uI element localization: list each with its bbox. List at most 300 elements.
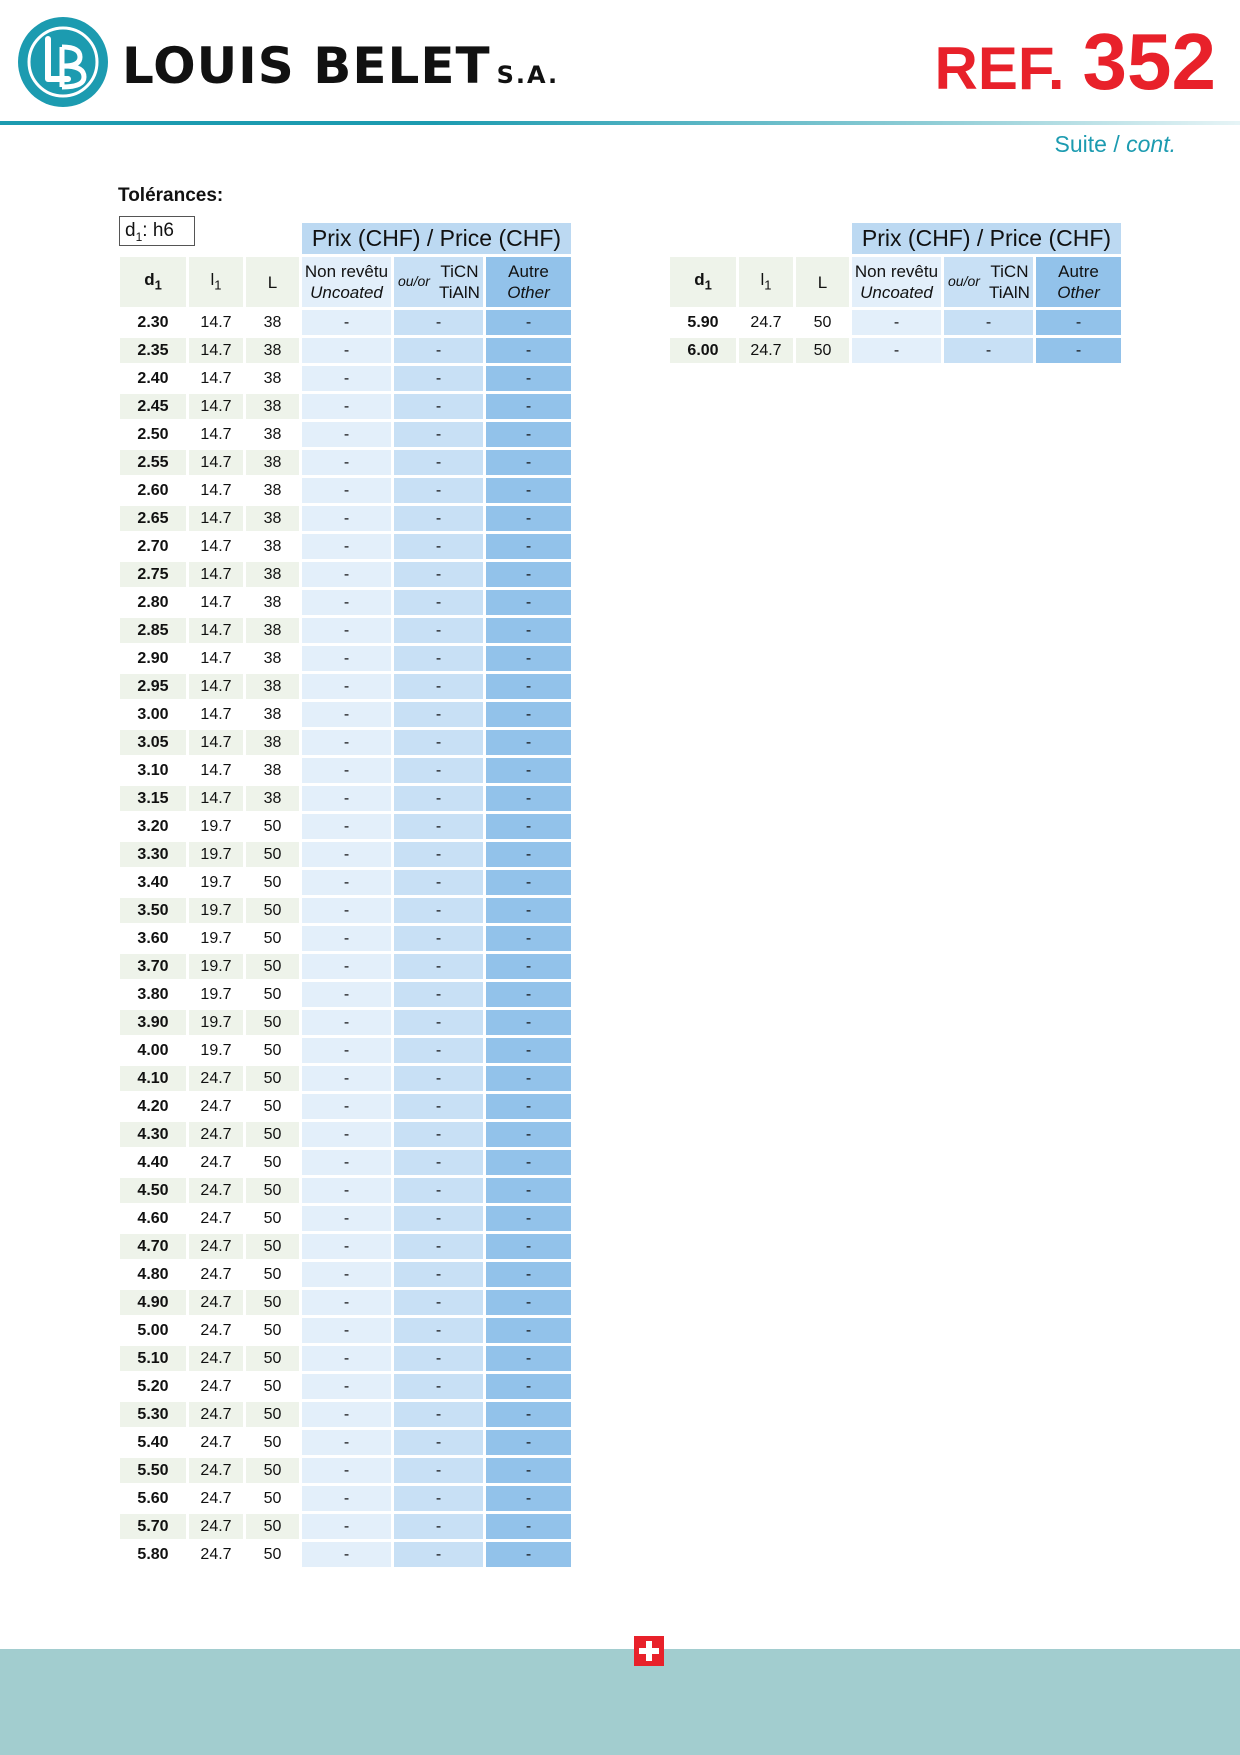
ref-label: REF. xyxy=(934,35,1065,102)
dimensions-table-right xyxy=(667,220,1124,366)
cell-other: - xyxy=(1036,338,1121,363)
cell-l1: 24.7 xyxy=(189,1430,243,1455)
cell-l1: 24.7 xyxy=(189,1290,243,1315)
cell-coated: - xyxy=(394,1318,483,1343)
cell-coated: - xyxy=(944,338,1033,363)
cell-other: - xyxy=(486,1290,571,1315)
cell-L: 50 xyxy=(246,1374,299,1399)
cell-other: - xyxy=(486,562,571,587)
cell-l1: 14.7 xyxy=(189,478,243,503)
cell-uncoated: - xyxy=(302,898,391,923)
cell-coated: - xyxy=(394,674,483,699)
cell-L: 38 xyxy=(246,478,299,503)
cell-uncoated: - xyxy=(302,394,391,419)
cell-uncoated: - xyxy=(302,1486,391,1511)
cell-d: 5.80 xyxy=(120,1542,186,1567)
cell-uncoated: - xyxy=(302,534,391,559)
cell-uncoated: - xyxy=(302,1346,391,1371)
cell-d: 5.70 xyxy=(120,1514,186,1539)
cell-l1: 24.7 xyxy=(189,1262,243,1287)
table-row xyxy=(120,1010,571,1035)
cell-uncoated: - xyxy=(852,338,941,363)
cell-coated: - xyxy=(394,422,483,447)
cell-d: 4.30 xyxy=(120,1122,186,1147)
cell-l1: 14.7 xyxy=(189,562,243,587)
cell-l1: 19.7 xyxy=(189,1038,243,1063)
cell-other: - xyxy=(486,702,571,727)
cell-l1: 14.7 xyxy=(189,618,243,643)
cell-L: 38 xyxy=(246,590,299,615)
cell-coated: - xyxy=(394,1234,483,1259)
cell-other: - xyxy=(486,1206,571,1231)
cell-uncoated: - xyxy=(302,842,391,867)
cell-other: - xyxy=(486,618,571,643)
cell-other: - xyxy=(486,366,571,391)
cell-L: 38 xyxy=(246,534,299,559)
cell-other: - xyxy=(486,310,571,335)
col-other-header: Autre Other xyxy=(1036,257,1121,307)
cell-coated: - xyxy=(394,534,483,559)
brand-suffix: S.A. xyxy=(496,61,560,89)
table-row xyxy=(670,310,1121,335)
cell-d: 3.50 xyxy=(120,898,186,923)
cell-coated: - xyxy=(394,338,483,363)
cell-l1: 24.7 xyxy=(189,1234,243,1259)
cell-other: - xyxy=(486,814,571,839)
cell-d: 2.50 xyxy=(120,422,186,447)
header-spacer xyxy=(670,223,849,254)
cell-l1: 14.7 xyxy=(189,674,243,699)
cell-L: 50 xyxy=(246,814,299,839)
table-right-body xyxy=(670,310,1121,363)
cell-uncoated: - xyxy=(302,422,391,447)
cell-coated: - xyxy=(394,562,483,587)
cell-other: - xyxy=(486,534,571,559)
cell-d: 3.70 xyxy=(120,954,186,979)
cell-d: 2.70 xyxy=(120,534,186,559)
cell-coated: - xyxy=(394,366,483,391)
cell-d: 6.00 xyxy=(670,338,736,363)
cell-coated: - xyxy=(394,618,483,643)
table-row xyxy=(120,702,571,727)
cell-coated: - xyxy=(394,758,483,783)
cell-l1: 24.7 xyxy=(189,1066,243,1091)
cell-d: 5.10 xyxy=(120,1346,186,1371)
cell-other: - xyxy=(486,1122,571,1147)
table-row xyxy=(120,618,571,643)
cell-L: 50 xyxy=(246,954,299,979)
cell-d: 4.90 xyxy=(120,1290,186,1315)
cell-uncoated: - xyxy=(302,1122,391,1147)
table-row xyxy=(120,562,571,587)
cell-coated: - xyxy=(944,310,1033,335)
header-spacer xyxy=(120,223,299,254)
cell-d: 2.35 xyxy=(120,338,186,363)
cell-L: 50 xyxy=(246,1066,299,1091)
cell-L: 50 xyxy=(246,842,299,867)
col-coated-header: ou/or TiCN TiAlN xyxy=(944,257,1033,307)
table-row xyxy=(120,954,571,979)
company-logo xyxy=(18,17,108,107)
brand-name-text: LOUIS BELET xyxy=(122,37,491,95)
cell-coated: - xyxy=(394,506,483,531)
tolerance-subscript: 1 xyxy=(135,229,143,244)
cell-uncoated: - xyxy=(302,926,391,951)
cell-l1: 19.7 xyxy=(189,982,243,1007)
continued-en: cont. xyxy=(1126,131,1176,157)
tolerance-value: : h6 xyxy=(142,220,174,241)
cell-d: 3.05 xyxy=(120,730,186,755)
table-row xyxy=(120,814,571,839)
cell-d: 2.60 xyxy=(120,478,186,503)
cell-d: 4.60 xyxy=(120,1206,186,1231)
cell-uncoated: - xyxy=(302,730,391,755)
cell-uncoated: - xyxy=(302,870,391,895)
cell-coated: - xyxy=(394,1010,483,1035)
cell-L: 38 xyxy=(246,394,299,419)
cell-L: 38 xyxy=(246,422,299,447)
cell-coated: - xyxy=(394,310,483,335)
col-uncoated-header: Non revêtu Uncoated xyxy=(852,257,941,307)
cell-d: 3.10 xyxy=(120,758,186,783)
cell-L: 50 xyxy=(246,1094,299,1119)
cell-l1: 24.7 xyxy=(189,1094,243,1119)
cell-uncoated: - xyxy=(302,954,391,979)
cell-d: 4.40 xyxy=(120,1150,186,1175)
cell-d: 2.95 xyxy=(120,674,186,699)
cell-L: 38 xyxy=(246,310,299,335)
table-row xyxy=(120,786,571,811)
col-L-header: L xyxy=(796,257,849,307)
brand-name xyxy=(122,36,559,105)
cell-d: 3.15 xyxy=(120,786,186,811)
cell-d: 2.85 xyxy=(120,618,186,643)
cell-l1: 14.7 xyxy=(189,590,243,615)
cell-uncoated: - xyxy=(302,758,391,783)
cell-uncoated: - xyxy=(302,1038,391,1063)
table-row xyxy=(120,1150,571,1175)
cell-L: 50 xyxy=(246,1290,299,1315)
cell-l1: 24.7 xyxy=(739,310,793,335)
cell-d: 5.60 xyxy=(120,1486,186,1511)
cell-other: - xyxy=(486,1038,571,1063)
col-l1-header: $l_1$ xyxy=(189,257,243,307)
cell-other: - xyxy=(486,1318,571,1343)
cell-other: - xyxy=(486,982,571,1007)
cell-other: - xyxy=(486,1346,571,1371)
cell-other: - xyxy=(486,394,571,419)
cell-other: - xyxy=(486,674,571,699)
table-row xyxy=(120,674,571,699)
logo-monogram-icon xyxy=(18,17,108,107)
table-row xyxy=(120,1178,571,1203)
cell-coated: - xyxy=(394,1262,483,1287)
cell-l1: 24.7 xyxy=(189,1486,243,1511)
continued-fr: Suite / xyxy=(1054,131,1120,157)
cell-coated: - xyxy=(394,646,483,671)
cell-L: 38 xyxy=(246,338,299,363)
table-row xyxy=(120,1514,571,1539)
cell-other: - xyxy=(486,590,571,615)
cell-coated: - xyxy=(394,786,483,811)
cell-l1: 19.7 xyxy=(189,814,243,839)
cell-d: 2.90 xyxy=(120,646,186,671)
cell-other: - xyxy=(486,1402,571,1427)
table-row xyxy=(120,1374,571,1399)
cell-L: 50 xyxy=(246,1486,299,1511)
cell-d: 3.90 xyxy=(120,1010,186,1035)
cell-d: 3.20 xyxy=(120,814,186,839)
cell-l1: 14.7 xyxy=(189,422,243,447)
col-l1-header: $l_1$ xyxy=(739,257,793,307)
cell-uncoated: - xyxy=(302,506,391,531)
cell-L: 50 xyxy=(246,1430,299,1455)
cell-L: 50 xyxy=(246,1038,299,1063)
cell-other: - xyxy=(486,954,571,979)
cell-L: 50 xyxy=(246,1122,299,1147)
cell-coated: - xyxy=(394,926,483,951)
cell-coated: - xyxy=(394,1178,483,1203)
cell-l1: 14.7 xyxy=(189,702,243,727)
cell-l1: 14.7 xyxy=(189,506,243,531)
cell-uncoated: - xyxy=(302,814,391,839)
cell-d: 4.00 xyxy=(120,1038,186,1063)
cell-uncoated: - xyxy=(302,366,391,391)
cell-d: 2.45 xyxy=(120,394,186,419)
cell-d: 3.00 xyxy=(120,702,186,727)
cell-coated: - xyxy=(394,450,483,475)
table-row xyxy=(120,1318,571,1343)
cell-other: - xyxy=(486,646,571,671)
table-row xyxy=(120,926,571,951)
cell-coated: - xyxy=(394,1346,483,1371)
cell-d: 2.30 xyxy=(120,310,186,335)
cell-l1: 14.7 xyxy=(189,730,243,755)
cell-L: 50 xyxy=(246,1514,299,1539)
table-row xyxy=(120,1290,571,1315)
cell-uncoated: - xyxy=(302,674,391,699)
cell-other: - xyxy=(486,926,571,951)
cell-L: 50 xyxy=(246,1178,299,1203)
table-row xyxy=(120,1402,571,1427)
table-row xyxy=(120,1430,571,1455)
cell-L: 38 xyxy=(246,618,299,643)
cell-uncoated: - xyxy=(302,786,391,811)
cell-L: 50 xyxy=(246,1346,299,1371)
cell-l1: 19.7 xyxy=(189,898,243,923)
cell-l1: 14.7 xyxy=(189,366,243,391)
cell-L: 38 xyxy=(246,366,299,391)
cell-L: 50 xyxy=(796,338,849,363)
cell-uncoated: - xyxy=(302,338,391,363)
cell-other: - xyxy=(486,898,571,923)
cell-L: 38 xyxy=(246,674,299,699)
cell-L: 50 xyxy=(246,870,299,895)
cell-L: 38 xyxy=(246,506,299,531)
cell-other: - xyxy=(486,1178,571,1203)
table-row xyxy=(120,366,571,391)
table-row xyxy=(120,1234,571,1259)
cell-coated: - xyxy=(394,1542,483,1567)
col-coated-header: ou/or TiCN TiAlN xyxy=(394,257,483,307)
table-row xyxy=(120,870,571,895)
cell-uncoated: - xyxy=(302,702,391,727)
cell-d: 5.50 xyxy=(120,1458,186,1483)
cell-l1: 24.7 xyxy=(189,1514,243,1539)
cell-uncoated: - xyxy=(302,1262,391,1287)
cell-coated: - xyxy=(394,730,483,755)
cell-other: - xyxy=(486,1514,571,1539)
cell-other: - xyxy=(486,1010,571,1035)
table-row xyxy=(670,338,1121,363)
col-uncoated-header: Non revêtu Uncoated xyxy=(302,257,391,307)
cell-d: 2.80 xyxy=(120,590,186,615)
table-left-body xyxy=(120,310,571,1567)
cell-l1: 19.7 xyxy=(189,926,243,951)
cell-d: 4.70 xyxy=(120,1234,186,1259)
cell-L: 50 xyxy=(246,1262,299,1287)
cell-L: 50 xyxy=(246,898,299,923)
cell-d: 4.50 xyxy=(120,1178,186,1203)
cell-uncoated: - xyxy=(302,1150,391,1175)
cell-d: 5.90 xyxy=(670,310,736,335)
table-row xyxy=(120,422,571,447)
cell-L: 38 xyxy=(246,562,299,587)
cell-uncoated: - xyxy=(852,310,941,335)
tolerance-symbol: d xyxy=(125,220,136,241)
table-row xyxy=(120,394,571,419)
cell-L: 50 xyxy=(246,1234,299,1259)
cell-l1: 14.7 xyxy=(189,394,243,419)
cell-coated: - xyxy=(394,1150,483,1175)
cell-coated: - xyxy=(394,1374,483,1399)
cell-L: 50 xyxy=(796,310,849,335)
cell-l1: 24.7 xyxy=(189,1542,243,1567)
cell-l1: 14.7 xyxy=(189,646,243,671)
cell-uncoated: - xyxy=(302,646,391,671)
cell-coated: - xyxy=(394,590,483,615)
cell-L: 50 xyxy=(246,1458,299,1483)
cell-coated: - xyxy=(394,1122,483,1147)
table-row xyxy=(120,338,571,363)
cell-d: 5.20 xyxy=(120,1374,186,1399)
cell-coated: - xyxy=(394,1514,483,1539)
cell-other: - xyxy=(486,842,571,867)
table-row xyxy=(120,1458,571,1483)
cell-coated: - xyxy=(394,1206,483,1231)
cell-uncoated: - xyxy=(302,1094,391,1119)
price-header: Prix (CHF) / Price (CHF) xyxy=(852,223,1121,254)
cell-L: 38 xyxy=(246,702,299,727)
cell-l1: 14.7 xyxy=(189,338,243,363)
cell-L: 50 xyxy=(246,1542,299,1567)
tolerances-label: Tolérances: xyxy=(118,185,224,206)
cell-L: 38 xyxy=(246,730,299,755)
cell-coated: - xyxy=(394,982,483,1007)
swiss-flag-icon xyxy=(634,1636,664,1666)
cell-coated: - xyxy=(394,1430,483,1455)
cell-coated: - xyxy=(394,842,483,867)
cell-coated: - xyxy=(394,1458,483,1483)
table-row xyxy=(120,506,571,531)
table-row xyxy=(120,590,571,615)
cell-other: - xyxy=(486,1262,571,1287)
cell-L: 38 xyxy=(246,450,299,475)
cell-l1: 19.7 xyxy=(189,1010,243,1035)
cell-uncoated: - xyxy=(302,1290,391,1315)
cell-other: - xyxy=(486,450,571,475)
cell-other: - xyxy=(486,422,571,447)
table-row xyxy=(120,534,571,559)
table-row xyxy=(120,730,571,755)
col-d1-header: $d_1$ xyxy=(670,257,736,307)
cell-other: - xyxy=(486,786,571,811)
cell-L: 50 xyxy=(246,1402,299,1427)
cell-l1: 24.7 xyxy=(739,338,793,363)
cell-L: 38 xyxy=(246,786,299,811)
cell-d: 2.65 xyxy=(120,506,186,531)
cell-uncoated: - xyxy=(302,1066,391,1091)
cell-uncoated: - xyxy=(302,450,391,475)
cell-l1: 24.7 xyxy=(189,1178,243,1203)
cell-coated: - xyxy=(394,1094,483,1119)
cell-L: 50 xyxy=(246,1206,299,1231)
cell-coated: - xyxy=(394,1290,483,1315)
cell-coated: - xyxy=(394,814,483,839)
table-row xyxy=(120,1122,571,1147)
cell-other: - xyxy=(486,338,571,363)
cell-uncoated: - xyxy=(302,1206,391,1231)
cell-coated: - xyxy=(394,898,483,923)
cell-uncoated: - xyxy=(302,478,391,503)
table-row xyxy=(120,310,571,335)
table-row xyxy=(120,1262,571,1287)
table-row xyxy=(120,1206,571,1231)
cell-l1: 24.7 xyxy=(189,1122,243,1147)
table-row xyxy=(120,1346,571,1371)
cell-uncoated: - xyxy=(302,590,391,615)
cell-uncoated: - xyxy=(302,1178,391,1203)
cell-L: 50 xyxy=(246,926,299,951)
cell-l1: 14.7 xyxy=(189,310,243,335)
cell-other: - xyxy=(486,1430,571,1455)
cell-other: - xyxy=(486,1150,571,1175)
cell-l1: 24.7 xyxy=(189,1458,243,1483)
cell-d: 2.75 xyxy=(120,562,186,587)
cell-other: - xyxy=(486,1374,571,1399)
cell-coated: - xyxy=(394,1486,483,1511)
dimensions-table-left xyxy=(117,220,574,1570)
cell-l1: 14.7 xyxy=(189,786,243,811)
cell-d: 3.40 xyxy=(120,870,186,895)
cell-other: - xyxy=(486,506,571,531)
cell-other: - xyxy=(1036,310,1121,335)
cell-l1: 14.7 xyxy=(189,450,243,475)
reference-number xyxy=(934,17,1216,125)
cell-d: 2.40 xyxy=(120,366,186,391)
table-row xyxy=(120,1066,571,1091)
table-row xyxy=(120,646,571,671)
cell-uncoated: - xyxy=(302,1458,391,1483)
table-row xyxy=(120,1486,571,1511)
cell-l1: 24.7 xyxy=(189,1206,243,1231)
table-row xyxy=(120,1094,571,1119)
cell-l1: 19.7 xyxy=(189,954,243,979)
cell-d: 5.30 xyxy=(120,1402,186,1427)
cell-d: 3.80 xyxy=(120,982,186,1007)
cell-L: 38 xyxy=(246,646,299,671)
cell-L: 50 xyxy=(246,1150,299,1175)
